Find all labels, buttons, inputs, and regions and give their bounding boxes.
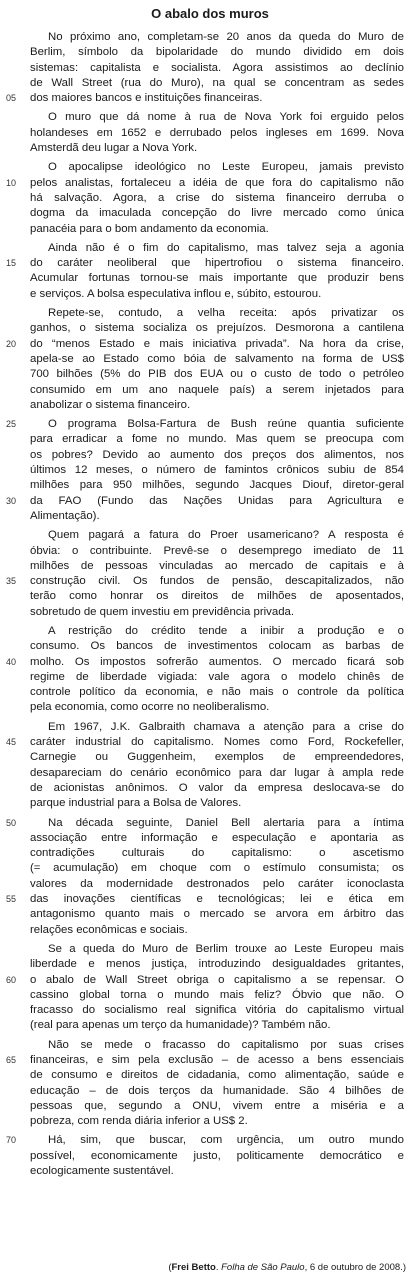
line-text: Carnegie ou Guggenheim, exemplos de empreendedores,: [30, 751, 404, 764]
line-number: 10: [6, 177, 17, 188]
text-line: [0, 781, 420, 796]
text-line: [0, 448, 420, 463]
text-line: [0, 417, 420, 432]
text-line: [0, 383, 420, 398]
line-text: ganhos, o sistema socializa os prejuízos. Desmorona a cantilena: [30, 322, 404, 335]
text-line: [0, 509, 420, 524]
line-text: No próximo ano, completam-se 20 anos da queda do Muro de: [48, 31, 404, 43]
text-line: [0, 1114, 420, 1129]
line-text: O apocalipse ideológico no Leste Europeu, jamais previsto: [48, 161, 404, 174]
article-body: [0, 30, 420, 1179]
text-line: [0, 191, 420, 206]
text-line: [0, 126, 420, 141]
line-text: relações econômicas e sociais.: [30, 923, 188, 936]
line-number: 55: [6, 894, 17, 905]
line-text: Em 1967, J.K. Galbraith chamava a atenção para a crise do: [48, 720, 404, 733]
text-line: [0, 306, 420, 321]
line-text: Ainda não é o fim do capitalismo, mas talvez seja a agonia: [48, 241, 404, 254]
line-text: regime de liberdade vigiada: vale agora o modelo chinês de: [30, 670, 404, 683]
line-text: últimos 12 meses, o número de famintos crônicos subiu de 854: [30, 464, 404, 477]
line-text: Berlim, símbolo da bipolaridade do mundo dividido em dois: [30, 46, 404, 59]
line-text: O muro que dá nome à rua de Nova York foi erguido pelos: [48, 111, 404, 124]
text-line: [0, 766, 420, 781]
text-line: [0, 589, 420, 604]
line-text: o abalo de Wall Street obriga o capitalismo a se repensar. O: [30, 973, 404, 986]
text-line: [0, 45, 420, 60]
line-text: (real para apenas um terço da humanidade)? Também não.: [30, 1019, 331, 1032]
line-text: apela-se ao Estado como bóia de salvamento na forma de US$: [30, 352, 404, 365]
line-text: Quem pagará a fatura do Proer usamericano? A resposta é: [48, 529, 404, 542]
line-text: liberdade e menos justiça, introduzindo desigualdades gritantes,: [30, 958, 404, 971]
line-text: consumo. Os bancos de investimentos colocam as barbas de: [30, 640, 404, 653]
line-text: construção civil. Os fundos de pensão, descapitalizados, não: [30, 575, 404, 588]
line-text: possível, economicamente justo, politicamente democrático e: [30, 1149, 404, 1162]
line-text: Na década seguinte, Daniel Bell alertaria para a íntima: [48, 816, 404, 829]
text-line: [0, 1084, 420, 1099]
text-line: [0, 241, 420, 256]
text-line: [0, 160, 420, 175]
text-line: [0, 624, 420, 639]
line-number: 30: [6, 495, 17, 506]
line-number: 35: [6, 576, 17, 587]
text-line: [0, 639, 420, 654]
line-text: milhões para 950 milhões, segundo Jacques Diouf, diretor-geral: [30, 479, 404, 492]
line-text: pessoas que, segundo a ONU, vivem entre a miséria e a: [30, 1099, 404, 1112]
line-number: 60: [6, 974, 17, 985]
line-number: 70: [6, 1135, 17, 1146]
text-line: [0, 923, 420, 938]
text-line: [0, 61, 420, 76]
line-text: Não se mede o fracasso do capitalismo por suas crises: [48, 1038, 404, 1051]
line-number: 20: [6, 338, 17, 349]
text-line: [0, 1053, 420, 1068]
text-line: [0, 892, 420, 907]
text-line: [0, 76, 420, 91]
line-text: há salvação. Agora, a crise do sistema financeiro derruba o: [30, 191, 404, 204]
line-text: os pobres? Devido ao aumento dos preços dos alimentos, nos: [30, 448, 404, 461]
line-text: e serviços. A bolsa especulativa inflou e, súbito, estourou.: [30, 287, 322, 300]
text-line: [0, 206, 420, 221]
line-text: dogma da imaculada concepção do livre mercado como única: [30, 207, 404, 220]
source-author: Frei Betto: [171, 1262, 216, 1273]
text-line: [0, 1038, 420, 1053]
text-line: [0, 432, 420, 447]
source-separator: .: [215, 1262, 222, 1273]
line-text: óbvia: o contribuinte. Prevê-se o desemprego imediato de 11: [30, 544, 404, 557]
line-text: A restrição do crédito tende a inibir a produção e o: [48, 624, 404, 637]
source-open: (: [168, 1262, 172, 1273]
line-text: educação – de dois terços da humanidade. São 4 bilhões de: [30, 1084, 404, 1097]
text-line: [0, 110, 420, 125]
line-number: 45: [6, 737, 17, 748]
text-line: [0, 877, 420, 892]
text-line: [0, 957, 420, 972]
text-line: [0, 367, 420, 382]
text-line: [0, 605, 420, 620]
line-text: Acumular fortunas tornou-se mais importante que produzir bens: [30, 272, 404, 285]
text-line: [0, 1164, 420, 1179]
text-line: [0, 1133, 420, 1148]
line-number: 65: [6, 1055, 17, 1065]
text-line: [0, 559, 420, 574]
text-line: [0, 796, 420, 811]
text-line: [0, 1099, 420, 1114]
line-text: milhões de pessoas vinculadas ao mercado de capitais e à: [30, 559, 404, 572]
line-text: para erradicar a fome no mundo. Mas quem se preocupa com: [30, 433, 404, 446]
line-text: pela economia, como ocorre no neoliberalismo.: [30, 701, 270, 714]
line-text: sistemas: capitalista e socialista. Agora assistimos ao declínio: [30, 61, 404, 74]
line-text: anabolizar o sistema financeiro.: [30, 398, 191, 411]
line-text: Amsterdã deu lugar a Nova York.: [30, 142, 198, 155]
text-line: [0, 685, 420, 700]
text-line: [0, 735, 420, 750]
line-text: fracasso do socialismo real significa vitória do capitalismo virtual: [30, 1004, 404, 1017]
line-text: Alimentação).: [30, 509, 100, 522]
line-text: de Wall Street (rua do Muro), na qual se concentram as sedes: [30, 76, 404, 89]
line-number: 05: [6, 93, 17, 104]
text-line: [0, 337, 420, 352]
text-line: [0, 700, 420, 715]
line-text: caráter industrial do capitalismo. Nomes como Ford, Rockefeller,: [30, 736, 404, 749]
line-text: dos maiores bancos e instituições financeiras.: [30, 92, 263, 105]
text-line: [0, 141, 420, 156]
line-text: da FAO (Fundo das Nações Unidas para Agricultura e: [30, 494, 404, 507]
line-text: das inovações científicas e tecnológicas; lei e ética em: [30, 893, 404, 906]
source-publication: Folha de São Paulo: [221, 1262, 305, 1273]
text-line: [0, 176, 420, 191]
line-text: de acionistas anônimos. O valor da empresa deslocava-se do: [30, 781, 404, 794]
text-line: [0, 91, 420, 106]
line-text: financeiras, e sim pela exclusão – de acesso a bens essenciais: [30, 1054, 404, 1066]
line-text: molho. Os impostos sofrerão aumentos. O mercado ficará sob: [30, 655, 404, 668]
source-date: , 6 de outubro de 2008.): [304, 1262, 406, 1273]
line-number: 25: [6, 419, 17, 430]
line-number: 15: [6, 258, 17, 269]
article-title: O abalo dos muros: [151, 6, 269, 21]
line-number: 50: [6, 817, 17, 828]
text-line: [0, 463, 420, 478]
line-text: panacéia para o bom andamento da economia.: [30, 222, 269, 235]
text-line: [0, 321, 420, 336]
text-line: [0, 528, 420, 543]
text-line: [0, 942, 420, 957]
text-line: [0, 670, 420, 685]
text-line: [0, 750, 420, 765]
line-text: ecologicamente sustentável.: [30, 1165, 174, 1178]
line-text: controle político da economia, e não mais o controle da política: [30, 686, 404, 699]
line-text: valores da modernidade destronados pelo caráter iconoclasta: [30, 877, 404, 890]
text-line: [0, 1003, 420, 1018]
line-text: pelos analistas, fortaleceu a idéia de que fora do capitalismo não: [30, 176, 404, 189]
line-text: (= acumulação) em choque com o estímulo consumista; os: [30, 862, 404, 875]
text-line: [0, 720, 420, 735]
text-line: [0, 973, 420, 988]
text-line: [0, 1149, 420, 1164]
line-text: 700 bilhões (5% do PIB dos EUA ou o custo de todo o petróleo: [30, 368, 404, 381]
text-line: [0, 478, 420, 493]
text-line: [0, 574, 420, 589]
text-line: [0, 988, 420, 1003]
line-text: cassino global torna o mundo mais feliz? Óbvio que não. O: [30, 988, 404, 1001]
line-text: de consumo e direitos de cidadania, como alimentação, saúde e: [30, 1069, 404, 1082]
line-text: antagonismo quanto mais o mercado se arvora em árbitro das: [30, 908, 404, 921]
text-line: [0, 831, 420, 846]
text-line: [0, 544, 420, 559]
line-text: holandeses em 1652 e derrubado pelos ingleses em 1699. Nova: [30, 126, 404, 139]
line-text: sobretudo de quem investiu em previdência privada.: [30, 605, 295, 618]
text-line: [0, 287, 420, 302]
line-text: consumido em um ano naquele país) a serem injetados para: [30, 383, 404, 396]
text-line: [0, 271, 420, 286]
text-line: [0, 30, 420, 45]
line-text: do caráter neoliberal que hipertrofiou o sistema financeiro.: [30, 257, 404, 270]
line-number: 40: [6, 656, 17, 667]
text-line: [0, 1018, 420, 1033]
line-text: terão como honrar os direitos de milhões de aposentados,: [30, 590, 404, 603]
text-line: [0, 352, 420, 367]
article-source: [168, 1262, 406, 1274]
line-text: Repete-se, contudo, a velha receita: após privatizar os: [48, 307, 404, 320]
line-text: parque industrial para a Bolsa de Valores.: [30, 797, 242, 810]
line-text: associação entre informação e especulação e apontaria as: [30, 831, 404, 844]
text-line: [0, 861, 420, 876]
text-line: [0, 907, 420, 922]
line-text: desapareciam do cenário econômico para dar lugar à ampla rede: [30, 766, 404, 779]
text-line: [0, 816, 420, 831]
line-text: do “menos Estado e mais iniciativa privada”. Na hora da crise,: [30, 337, 404, 350]
text-line: [0, 846, 420, 861]
text-line: [0, 256, 420, 271]
text-line: [0, 222, 420, 237]
line-text: pobreza, com renda diária inferior a US$ 2.: [30, 1115, 248, 1128]
line-text: Se a queda do Muro de Berlim trouxe ao Leste Europeu mais: [48, 942, 404, 955]
line-text: O programa Bolsa-Fartura de Bush reúne quantia suficiente: [48, 418, 404, 431]
text-line: [0, 1068, 420, 1083]
line-text: contradições culturais do capitalismo: o ascetismo: [30, 847, 404, 860]
line-text: Há, sim, que buscar, com urgência, um outro mundo: [48, 1134, 404, 1147]
text-line: [0, 655, 420, 670]
text-line: [0, 494, 420, 509]
text-line: [0, 398, 420, 413]
